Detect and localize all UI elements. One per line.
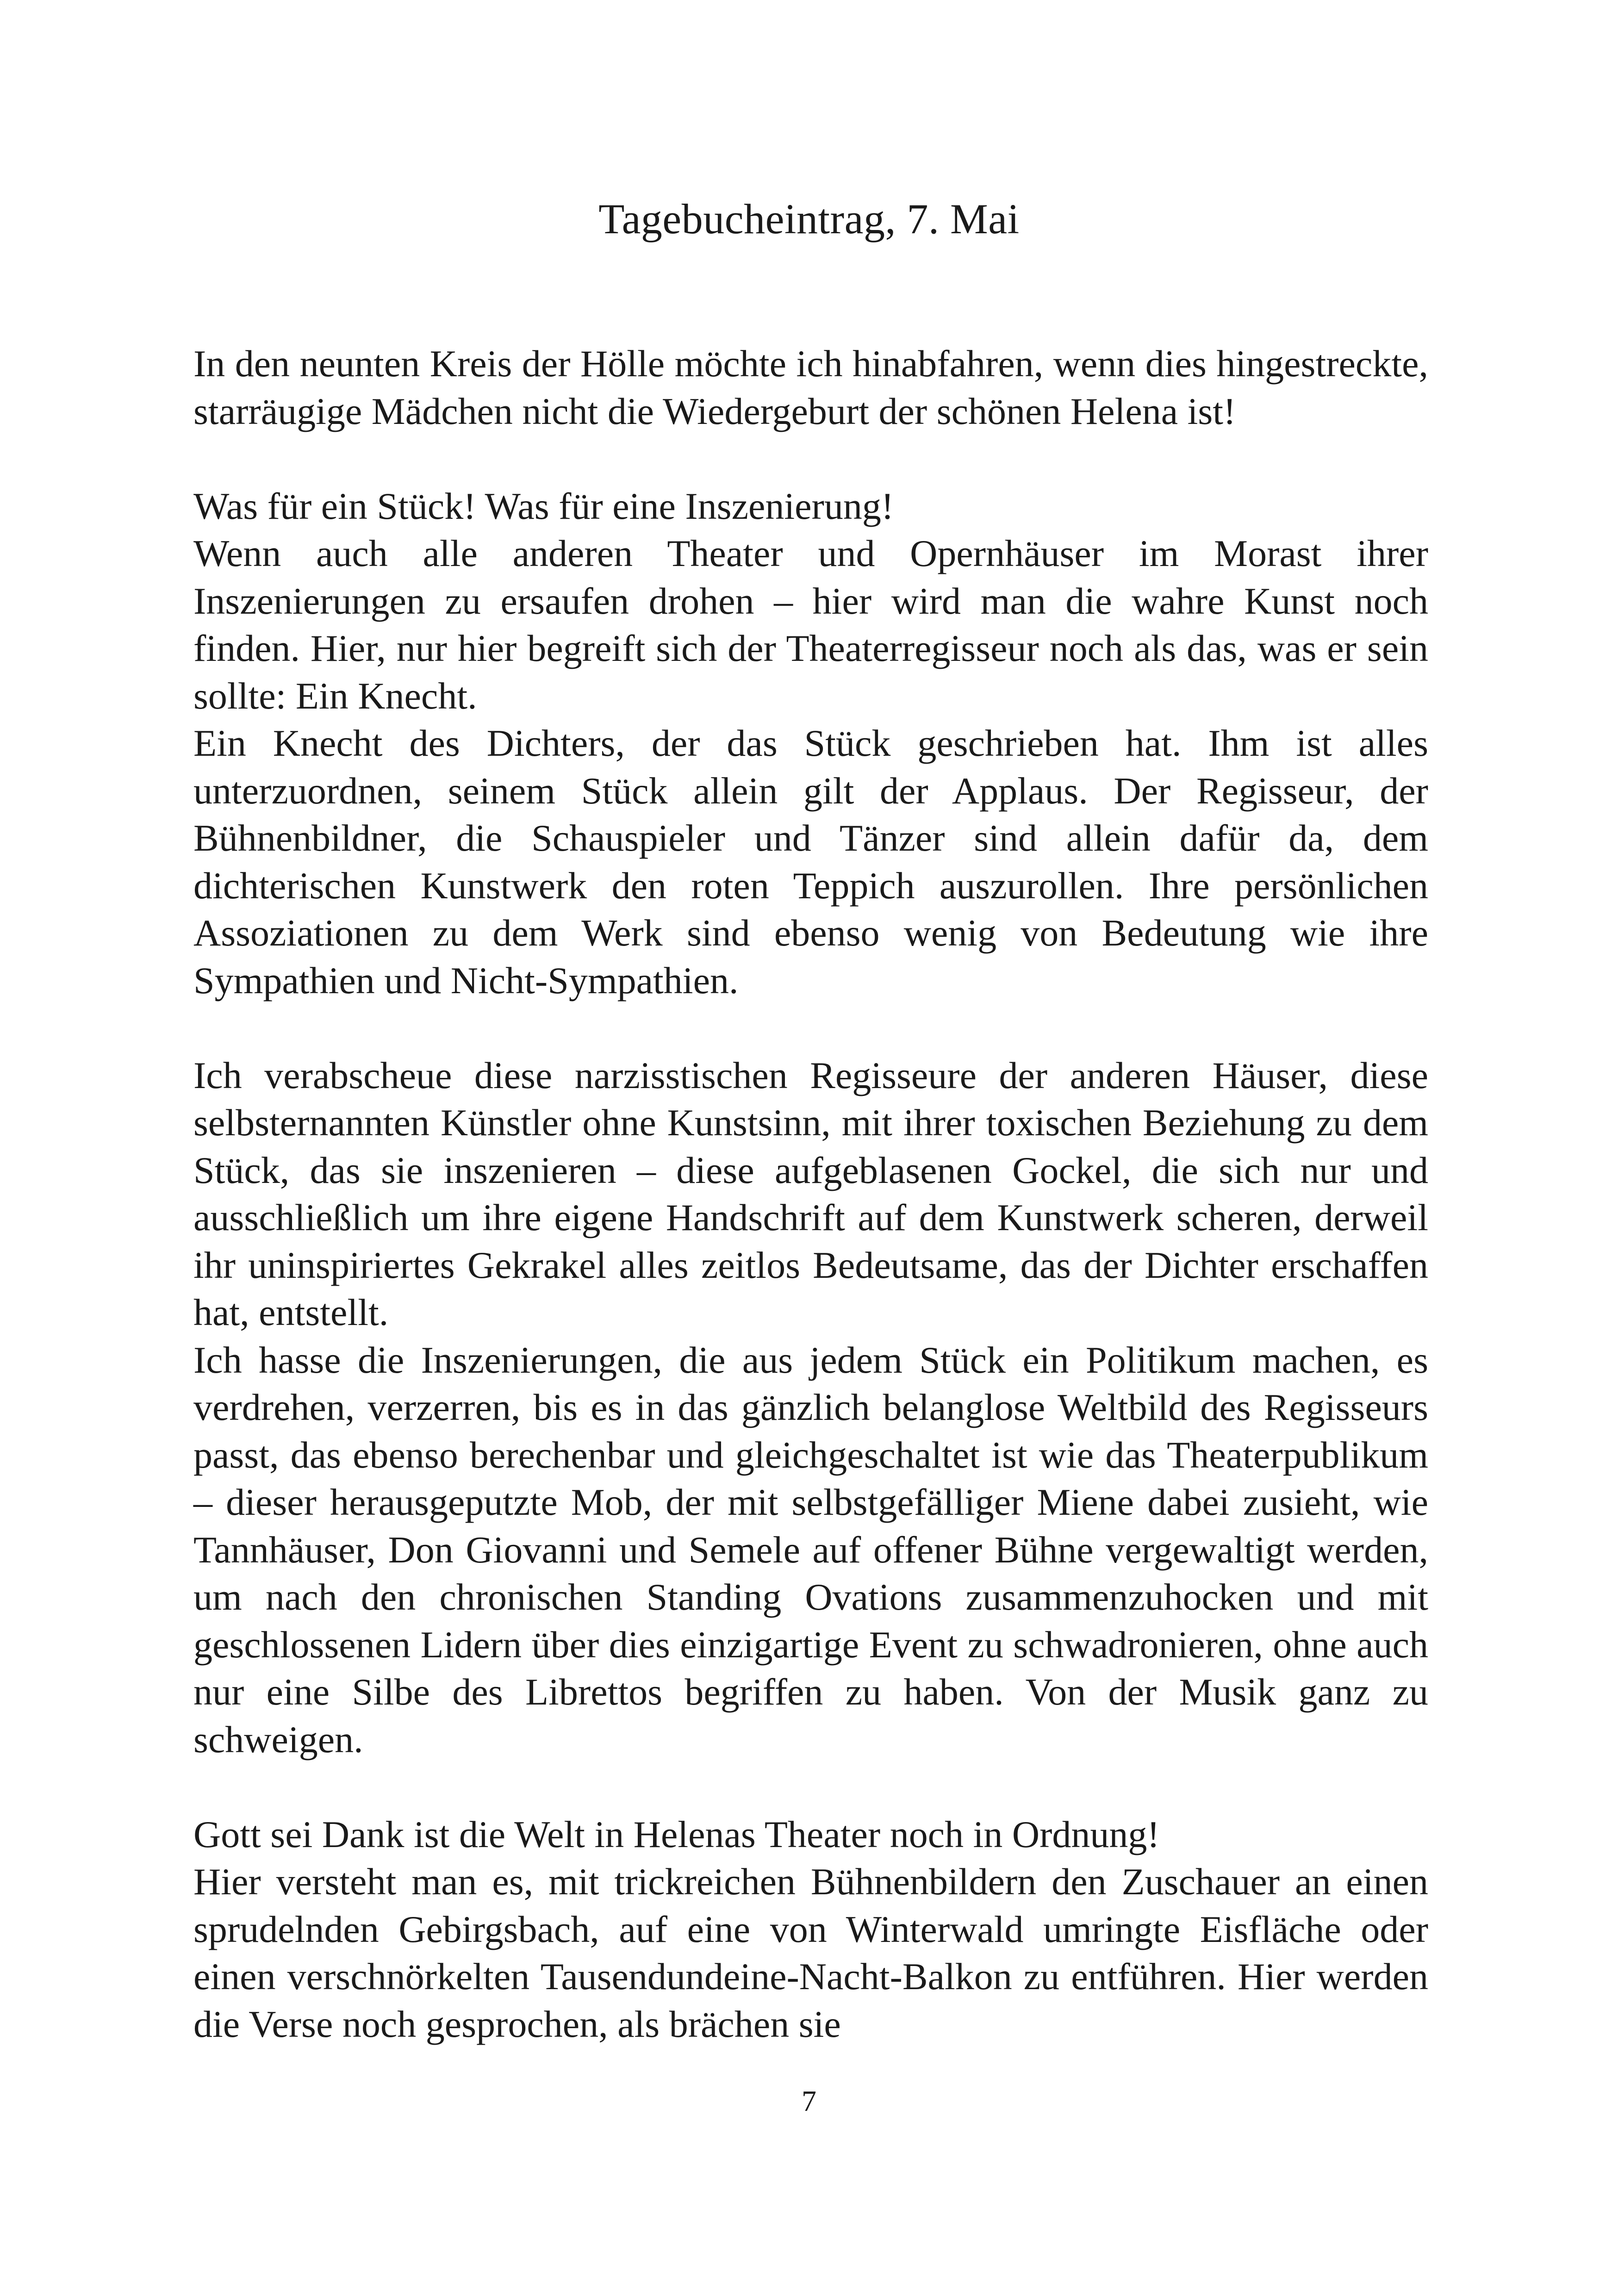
paragraph: In den neunten Kreis der Hölle möchte ich hinabfahren, wenn dies hingestreckte, starräugige Mädchen nicht die Wiedergeburt der schönen Helena ist!: [193, 342, 1428, 432]
paragraph: Ein Knecht des Dichters, der das Stück geschrieben hat. Ihm ist alles unterzuordnen, seinem Stück allein gilt der Applaus. Der Regisseur, der Bühnenbildner, die Schauspieler und Tänzer sind allein dafür da, dem dichterischen Kunstwerk den roten Teppich auszurollen. Ihre persönlichen Assoziationen zu dem Werk sind ebenso wenig von Bedeutung wie ihre Sympathien und Nicht-Sympathien.: [193, 722, 1428, 1002]
paragraph: Gott sei Dank ist die Welt in Helenas Theater noch in Ordnung!: [193, 1813, 1160, 1855]
page-title: Tagebucheintrag, 7. Mai: [598, 195, 1020, 243]
paragraph: Was für ein Stück! Was für eine Inszenierung!: [193, 485, 894, 527]
page-number: 7: [802, 2084, 816, 2117]
paragraph: Ich verabscheue diese narzisstischen Regisseure der anderen Häuser, diese selbsternannten Künstler ohne Kunstsinn, mit ihrer toxischen Beziehung zu dem Stück, das sie inszenieren – diese aufgeblasenen Gockel, die sich nur und ausschließlich um ihre eigene Handschrift auf dem Kunstwerk scheren, derweil ihr uninspiriertes Gekrakel alles zeitlos Bedeutsame, das der Dichter erschaffen hat, entstellt.: [193, 1054, 1428, 1333]
body-text: [193, 340, 1428, 2048]
paragraph: Hier versteht man es, mit trickreichen Bühnenbildern den Zuschauer an einen sprudelnden Gebirgsbach, auf eine von Winterwald umringte Eisfläche oder einen verschnörkelten Tausendundeine-Nacht-Balkon zu entführen. Hier werden die Verse noch gesprochen, als brächen sie: [193, 1860, 1428, 2045]
paragraph: Wenn auch alle anderen Theater und Opernhäuser im Morast ihrer Inszenierungen zu ersaufen drohen – hier wird man die wahre Kunst noch finden. Hier, nur hier begreift sich der Theaterregisseur noch als das, was er sein sollte: Ein Knecht.: [193, 532, 1428, 717]
paragraph: Ich hasse die Inszenierungen, die aus jedem Stück ein Politikum machen, es verdrehen, verzerren, bis es in das gänzlich belanglose Weltbild des Regisseurs passt, das ebenso berechenbar und gleichgeschaltet ist wie das Theaterpublikum – dieser herausgeputzte Mob, der mit selbstgefälliger Miene dabei zusieht, wie Tannhäuser, Don Giovanni und Semele auf offener Bühne vergewaltigt werden, um nach den chronischen Standing Ovations zusammenzuhocken und mit geschlossenen Lidern über dies einzigartige Event zu schwadronieren, ohne auch nur eine Silbe des Librettos begriffen zu haben. Von der Musik ganz zu schweigen.: [193, 1338, 1428, 1761]
